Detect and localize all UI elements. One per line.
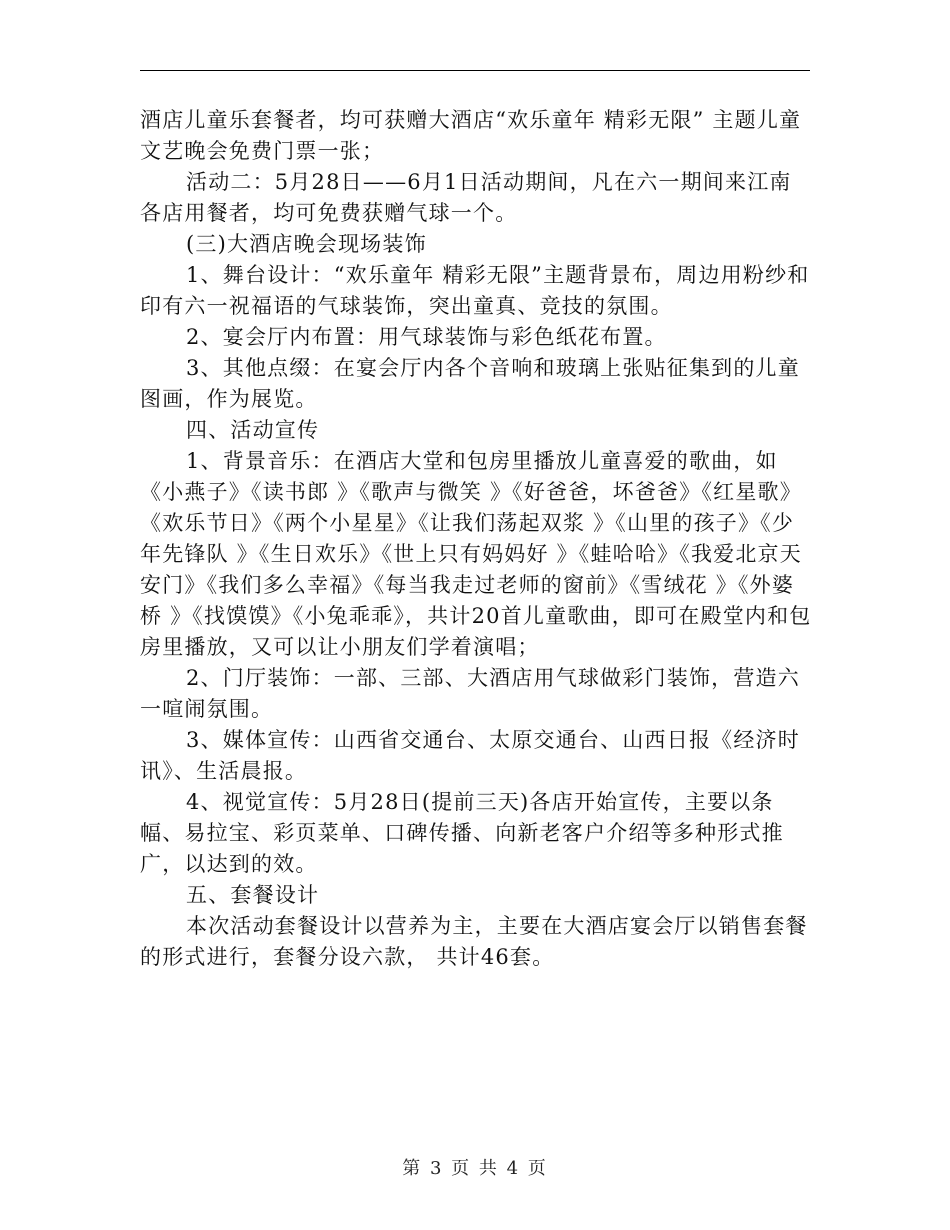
document-body — [140, 105, 812, 973]
paragraph: 酒店儿童乐套餐者，均可获赠大酒店“欢乐童年 精彩无限” 主题儿童文艺晚会免费门票一张； — [140, 108, 802, 163]
section-heading: 五、套餐设计 — [186, 883, 320, 907]
paragraph: 2、门厅装饰：一部、三部、大酒店用气球做彩门装饰，营造六一喧闹氛围。 — [140, 666, 800, 721]
paragraph: 活动二：5月28日——6月1日活动期间，凡在六一期间来江南各店用餐者，均可免费获赠气球一个。 — [140, 170, 792, 225]
paragraph: 3、其他点缀：在宴会厅内各个音响和玻璃上张贴征集到的儿童图画，作为展览。 — [140, 356, 800, 411]
paragraph: 1、舞台设计：“欢乐童年 精彩无限”主题背景布，周边用粉纱和印有六一祝福语的气球装饰，突出童真、竞技的氛围。 — [140, 263, 810, 318]
paragraph: 1、背景音乐：在酒店大堂和包房里播放儿童喜爱的歌曲，如《小燕子》《读书郎 》《歌声与微笑 》《好爸爸，坏爸爸》《红星歌》《欢乐节日》《两个小星星》《让我们荡起双浆 》《山里的孩子》《少年先锋队 》《生日欢乐》《世上只有妈妈好 》《蛙哈哈》《我爱北京天安门》《我们多么幸福》《每当我走过老师的窗前》《雪绒花 》《外婆桥 》《找馍馍》《小兔乖乖》，共计20首儿童歌曲，即可在殿堂内和包房里播放，又可以让小朋友们学着演唱； — [140, 449, 812, 659]
paragraph: 4、视觉宣传：5月28日(提前三天)各店开始宣传，主要以条幅、易拉宝、彩页菜单、口碑传播、向新老客户介绍等多种形式推广，以达到的效。 — [140, 790, 784, 876]
paragraph: 2、宴会厅内布置：用气球装饰与彩色纸花布置。 — [186, 325, 667, 349]
section-heading: (三)大酒店晚会现场装饰 — [186, 232, 427, 256]
paragraph: 3、媒体宣传：山西省交通台、太原交通台、山西日报《经济时讯》、生活晨报。 — [140, 728, 800, 783]
header-rule — [140, 70, 810, 71]
section-heading: 四、活动宣传 — [186, 418, 320, 442]
page-number: 第 3 页 共 4 页 — [402, 1158, 548, 1179]
paragraph: 本次活动套餐设计以营养为主，主要在大酒店宴会厅以销售套餐的形式进行，套餐分设六款， 共计46套。 — [140, 914, 808, 969]
